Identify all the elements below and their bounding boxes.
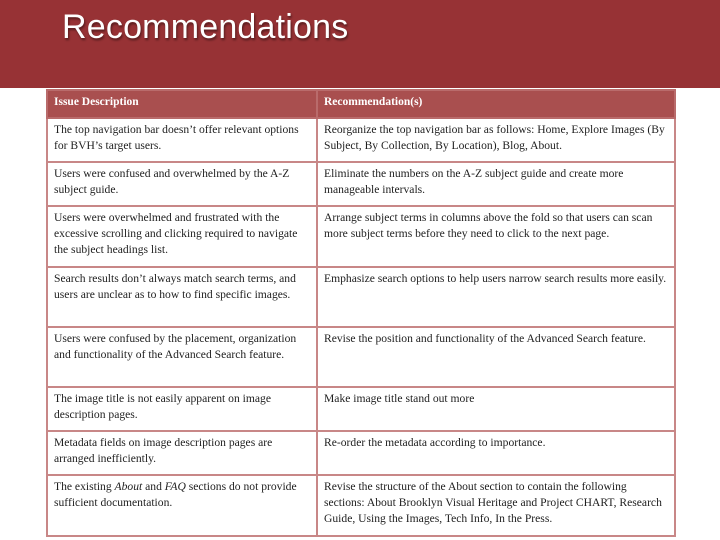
recommendations-table-container xyxy=(46,89,674,537)
recommendations-table xyxy=(46,89,676,537)
issue-text-suffix: sections do not provide sufficient documentation. xyxy=(54,480,297,509)
header-issue-description: Issue Description xyxy=(47,90,317,118)
recommendation-cell: Arrange subject terms in columns above the fold so that users can scan more subject terms before they need to click to the next page. xyxy=(317,206,675,267)
table-row xyxy=(47,431,675,475)
issue-cell: Search results don’t always match search terms, and users are unclear as to how to find specific images. xyxy=(47,267,317,327)
issue-cell xyxy=(47,475,317,536)
table-row xyxy=(47,267,675,327)
recommendation-cell: Reorganize the top navigation bar as follows: Home, Explore Images (By Subject, By Collection, By Location), Blog, About. xyxy=(317,118,675,162)
issue-cell: The top navigation bar doesn’t offer relevant options for BVH’s target users. xyxy=(47,118,317,162)
issue-cell: Users were confused by the placement, organization and functionality of the Advanced Search feature. xyxy=(47,327,317,387)
recommendation-cell: Re-order the metadata according to importance. xyxy=(317,431,675,475)
slide-title: Recommendations xyxy=(62,8,349,46)
table-row xyxy=(47,475,675,536)
issue-cell: The image title is not easily apparent on image description pages. xyxy=(47,387,317,431)
recommendation-cell: Revise the structure of the About section to contain the following sections: About Brooklyn Visual Heritage and Project CHART, Research Guide, Using the Images, Tech Info, In the Press. xyxy=(317,475,675,536)
issue-cell: Users were confused and overwhelmed by the A-Z subject guide. xyxy=(47,162,317,206)
table-row xyxy=(47,327,675,387)
title-bar xyxy=(0,0,720,88)
issue-cell: Metadata fields on image description pages are arranged inefficiently. xyxy=(47,431,317,475)
header-recommendations: Recommendation(s) xyxy=(317,90,675,118)
faq-section-name: FAQ xyxy=(164,480,186,493)
issue-text-prefix: The existing xyxy=(54,480,115,493)
table-row xyxy=(47,162,675,206)
table-header-row xyxy=(47,90,675,118)
recommendation-cell: Emphasize search options to help users narrow search results more easily. xyxy=(317,267,675,327)
issue-text-and: and xyxy=(142,480,165,493)
table-row xyxy=(47,206,675,267)
recommendation-cell: Eliminate the numbers on the A-Z subject guide and create more manageable intervals. xyxy=(317,162,675,206)
issue-cell: Users were overwhelmed and frustrated with the excessive scrolling and clicking required to navigate the subject headings list. xyxy=(47,206,317,267)
about-section-name: About xyxy=(114,480,143,493)
recommendation-cell: Revise the position and functionality of the Advanced Search feature. xyxy=(317,327,675,387)
table-row xyxy=(47,387,675,431)
recommendation-cell: Make image title stand out more xyxy=(317,387,675,431)
table-row xyxy=(47,118,675,162)
